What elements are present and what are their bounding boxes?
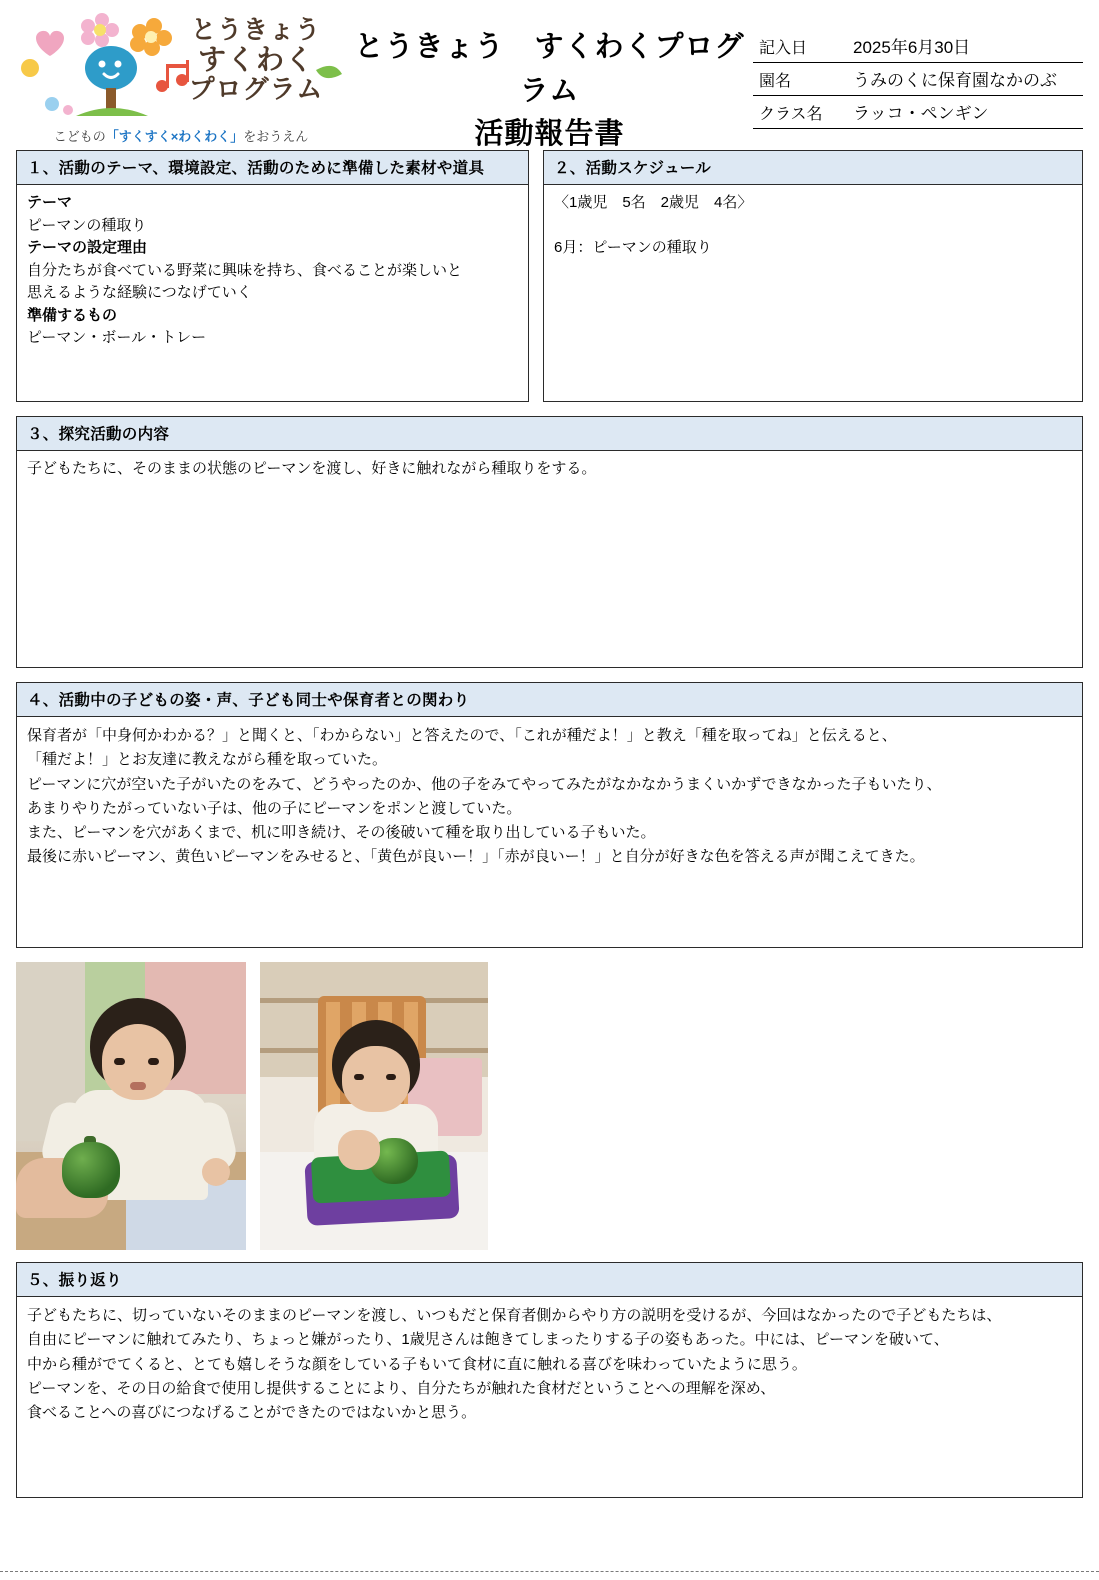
logo-tagline-part1: こどもの xyxy=(53,129,106,144)
section-row-4 xyxy=(0,1262,1099,1498)
section-5-line-5: 食べることへの喜びにつなげることができたのではないかと思う。 xyxy=(27,1404,477,1422)
materials-value: ピーマン・ボール・トレー xyxy=(27,329,207,346)
section-4-line-5: また、ピーマンを穴があくまで、机に叩き続け、その後破いて種を取り出している子もいた。 xyxy=(27,824,656,842)
theme-value: ピーマンの種取り xyxy=(27,216,147,234)
logo-line-1: とうきょう xyxy=(190,16,321,44)
section-4-heading: ４、活動中の子どもの姿・声、子ども同士や保育者との関わり xyxy=(17,683,1082,717)
logo-line-2: すくわく xyxy=(197,44,314,75)
schedule-line-3: 6月：ピーマンの種取り xyxy=(554,239,712,256)
section-5-line-4: ピーマンを、その日の給食で使用し提供することにより、自分たちが触れた食材だということへの理解を深め、 xyxy=(27,1379,776,1397)
section-row-2 xyxy=(0,416,1099,668)
theme-label: テーマ xyxy=(27,194,73,211)
meta-label-class: クラス名 xyxy=(759,106,823,123)
section-4-line-2: 「種だよ！」とお友達に教えながら種を取っていた。 xyxy=(27,751,388,769)
section-5-line-1: 子どもたちに、切っていないそのままのピーマンを渡し、いつもだと保育者側からやり方の説明を受けるが、今回はなかったので子どもたちは、 xyxy=(27,1307,1002,1324)
logo-tagline-part3: をおうえん xyxy=(243,129,309,144)
logo-tagline xyxy=(16,126,346,145)
program-logo xyxy=(16,8,346,150)
meta-label-date: 記入日 xyxy=(759,40,808,57)
document-title xyxy=(346,8,753,157)
section-3-heading: ３、探究活動の内容 xyxy=(17,417,1082,451)
logo-artwork xyxy=(16,8,346,126)
section-1-heading: １、活動のテーマ、環境設定、活動のために準備した素材や道具 xyxy=(17,151,528,185)
section-5 xyxy=(16,1262,1083,1498)
schedule-line-2 xyxy=(554,215,1072,238)
section-row-3 xyxy=(0,682,1099,948)
theme-reason-line-2: 思えるような経験につなげていく xyxy=(27,284,252,301)
photo-gallery xyxy=(0,962,1099,1250)
section-5-line-2: 自由にピーマンに触れてみたり、ちょっと嫌がったり、1歳児さんは飽きてしまったりする子の姿もあった。中には、ピーマンを破いて、 xyxy=(27,1331,949,1349)
document-title-line-2: 活動報告書 xyxy=(474,118,625,150)
section-4-line-3: ピーマンに穴が空いた子がいたのをみて、どうやったのか、他の子をみてやってみたがなかなかうまくいかずできなかった子もいたり、 xyxy=(27,775,942,793)
materials-label: 準備するもの xyxy=(27,306,118,324)
section-2-heading: ２、活動スケジュール xyxy=(544,151,1082,185)
section-4-line-4: あまりやりたがっていない子は、他の子にピーマンをポンと渡していた。 xyxy=(27,799,522,817)
theme-reason-line-1: 自分たちが食べている野菜に興味を持ち、食べることが楽しいと xyxy=(27,261,463,279)
section-3-body xyxy=(17,451,1082,489)
page-cut-line xyxy=(0,1571,1099,1572)
logo-wordmark xyxy=(166,16,346,104)
document-title-line-1: とうきょう すくわくプログラム xyxy=(354,31,745,107)
section-row-1 xyxy=(0,150,1099,402)
section-5-heading: ５、振り返り xyxy=(17,1263,1082,1297)
meta-row-school xyxy=(753,63,1083,96)
section-1-body xyxy=(17,185,528,358)
activity-photo-1 xyxy=(16,962,246,1250)
logo-tagline-part2: 「すくすく×わくわく」 xyxy=(105,129,244,144)
section-4 xyxy=(16,682,1083,948)
meta-label-school: 園名 xyxy=(759,73,792,90)
meta-row-class xyxy=(753,96,1083,129)
logo-line-3: プログラム xyxy=(188,74,324,105)
meta-value-school: うみのくに保育園なかのぶ xyxy=(853,71,1057,90)
schedule-line-1: 〈1歳児 5名 2歳児 4名〉 xyxy=(554,194,753,211)
meta-value-date: 2025年6月30日 xyxy=(853,38,971,57)
document-header xyxy=(0,0,1099,150)
section-4-line-1: 保育者が「中身何かわかる？」と聞くと、「わからない」と答えたので、「これが種だよ！」と教え「種を取ってね」と伝えると、 xyxy=(27,727,897,744)
meta-value-class: ラッコ・ペンギン xyxy=(853,104,989,123)
meta-row-date xyxy=(753,30,1083,63)
section-3 xyxy=(16,416,1083,668)
section-2 xyxy=(543,150,1083,402)
activity-photo-2 xyxy=(260,962,488,1250)
section-3-text: 子どもたちに、そのままの状態のピーマンを渡し、好きに触れながら種取りをする。 xyxy=(27,460,597,477)
document-meta xyxy=(753,8,1083,129)
section-5-body xyxy=(17,1297,1082,1433)
section-2-body xyxy=(544,185,1082,268)
section-4-line-6: 最後に赤いピーマン、黄色いピーマンをみせると、「黄色が良いー！」「赤が良いー！」と自分が好きな色を答える声が聞こえてきた。 xyxy=(27,848,925,866)
theme-reason-label: テーマの設定理由 xyxy=(27,239,148,256)
section-5-line-3: 中から種がでてくると、とても嬉しそうな顔をしている子もいて食材に直に触れる喜びを味わっていたように思う。 xyxy=(27,1355,807,1373)
section-1 xyxy=(16,150,529,402)
section-4-body xyxy=(17,717,1082,878)
